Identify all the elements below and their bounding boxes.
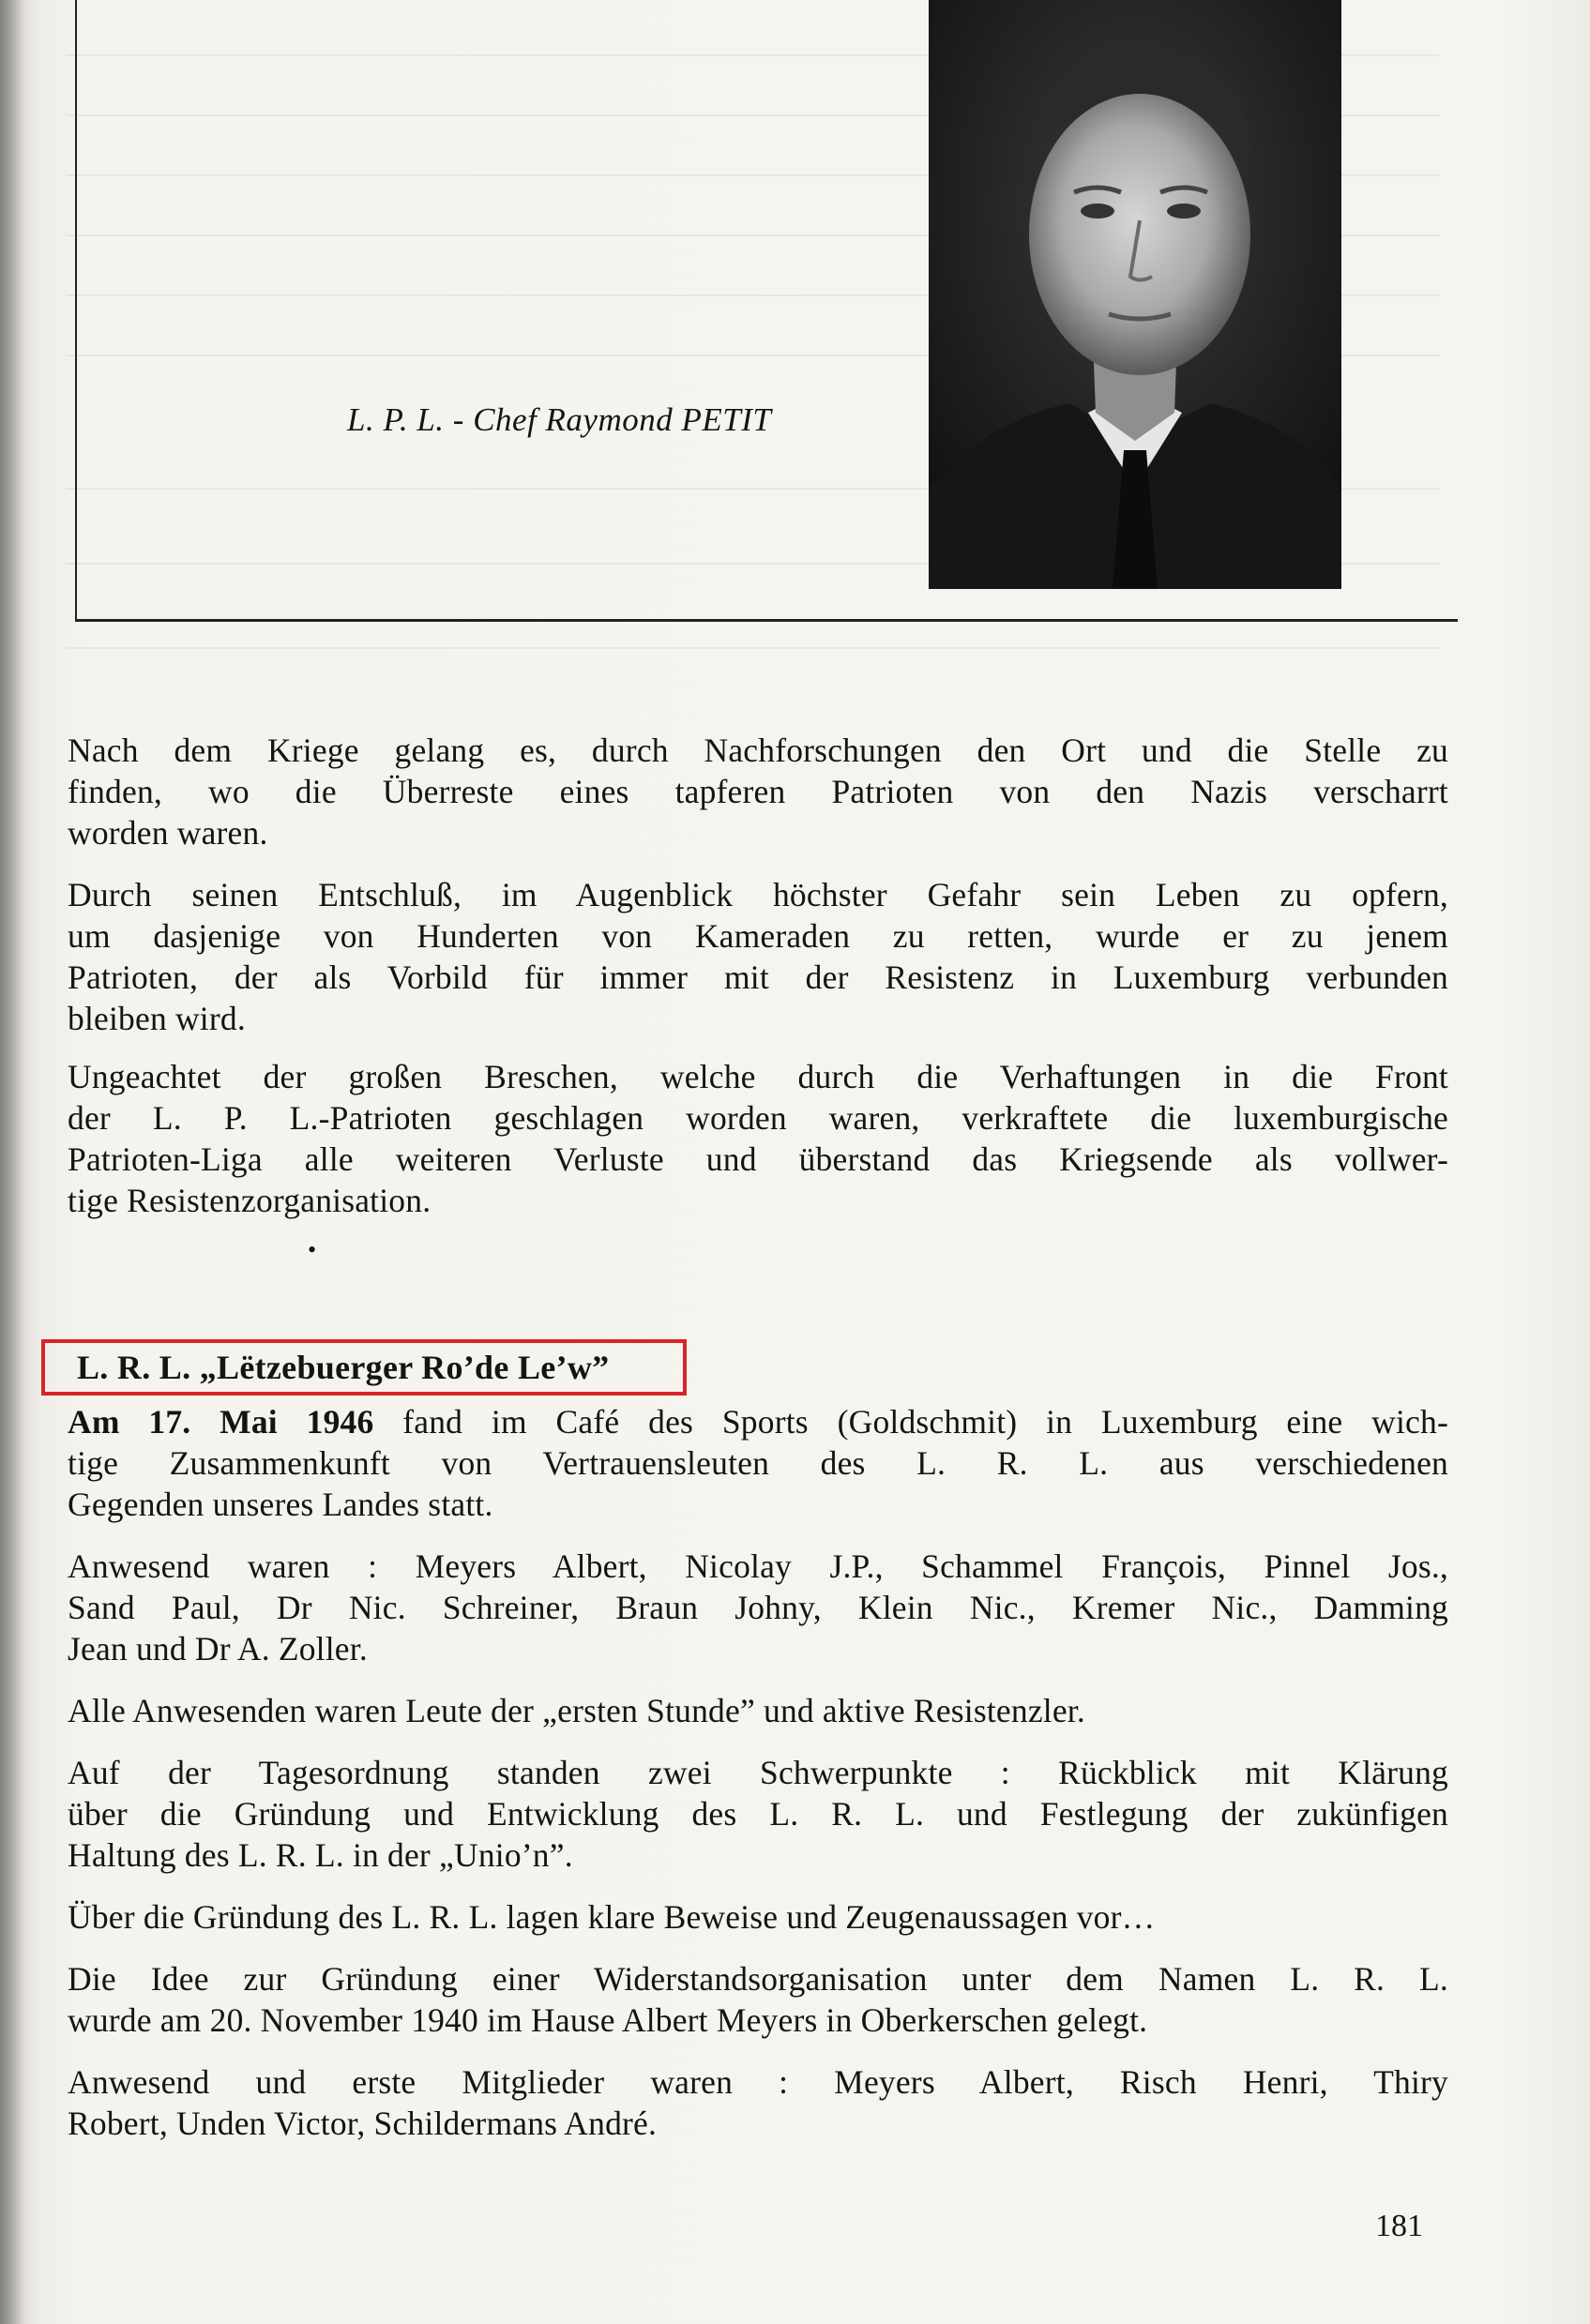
page-number: 181: [1375, 2209, 1423, 2243]
paragraph-3: [68, 1056, 1448, 1221]
text-line: wurde am 20. November 1940 im Hause Albert Meyers in Oberkerschen gelegt.: [68, 2001, 1148, 2039]
text-line: um dasjenige von Hunderten von Kameraden zu retten, wurde er zu jenem: [68, 917, 1448, 955]
text-line: Die Idee zur Gründung einer Widerstandsorganisation unter dem Namen L. R. L.: [68, 1960, 1448, 1998]
text-line: Robert, Unden Victor, Schildermans André.: [68, 2105, 658, 2142]
paragraph-agenda: [68, 1752, 1448, 1876]
paragraph-first-hour: [68, 1690, 1448, 1731]
paragraph-attendees: [68, 1546, 1448, 1669]
text-line: tige Resistenzorganisation.: [68, 1182, 432, 1219]
paragraph-meeting: [68, 1401, 1448, 1525]
text-line: [68, 1401, 1448, 1442]
text-line: Sand Paul, Dr Nic. Schreiner, Braun Johny, Klein Nic., Kremer Nic., Damming: [68, 1589, 1448, 1626]
text-line: Patrioten-Liga alle weiteren Verluste und überstand das Kriegsende als vollwer-: [68, 1140, 1448, 1178]
date-emphasis: Am 17. Mai 1946: [68, 1403, 374, 1441]
stray-mark: •: [308, 1236, 317, 1263]
section-title: L. R. L. „Lëtzebuerger Ro’de Le’w”: [77, 1349, 610, 1386]
bleed-through-line: [66, 647, 1440, 649]
text-line: Nach dem Kriege gelang es, durch Nachforschungen den Ort und die Stelle zu: [68, 732, 1448, 769]
text-line: Ungeachtet der großen Breschen, welche durch die Verhaftungen in die Front: [68, 1058, 1448, 1095]
text-line: worden waren.: [68, 814, 268, 852]
text-fragment: fand im Café des Sports (Goldschmit) in Luxemburg eine wich-: [373, 1403, 1448, 1441]
paragraph-1: [68, 730, 1448, 853]
text-line: Alle Anwesenden waren Leute der „ersten Stunde” und aktive Resistenzler.: [68, 1692, 1085, 1729]
text-line: der L. P. L.-Patrioten geschlagen worden waren, verkraftete die luxemburgische: [68, 1099, 1448, 1137]
paragraph-first-members: [68, 2061, 1448, 2144]
photo-caption: L. P. L. - Chef Raymond PETIT: [347, 401, 772, 438]
paragraph-founding-idea: [68, 1958, 1448, 2041]
text-line: Gegenden unseres Landes statt.: [68, 1486, 493, 1523]
text-line: Durch seinen Entschluß, im Augenblick höchster Gefahr sein Leben zu opfern,: [68, 876, 1448, 913]
text-line: Anwesend und erste Mitglieder waren : Meyers Albert, Risch Henri, Thiry: [68, 2063, 1448, 2101]
text-line: Über die Gründung des L. R. L. lagen klare Beweise und Zeugenaussagen vor…: [68, 1898, 1156, 1936]
portrait-photo: [929, 0, 1341, 589]
text-line: finden, wo die Überreste eines tapferen Patrioten von den Nazis verscharrt: [68, 773, 1448, 810]
paragraph-2: [68, 874, 1448, 1039]
text-line: bleiben wird.: [68, 1000, 246, 1037]
text-line: Patrioten, der als Vorbild für immer mit der Resistenz in Luxemburg verbunden: [68, 958, 1448, 996]
text-line: Auf der Tagesordnung standen zwei Schwerpunkte : Rückblick mit Klärung: [68, 1754, 1448, 1791]
text-line: Jean und Dr A. Zoller.: [68, 1630, 368, 1668]
binding-shadow: [0, 0, 24, 2324]
text-line: tige Zusammenkunft von Vertrauensleuten des L. R. L. aus verschiedenen: [68, 1444, 1448, 1482]
text-line: über die Gründung und Entwicklung des L. R. L. und Festlegung der zukünfigen: [68, 1795, 1448, 1833]
portrait-image: [929, 0, 1341, 589]
section-title-highlight: [41, 1339, 687, 1396]
paragraph-founding-evidence: [68, 1896, 1448, 1938]
text-line: Anwesend waren : Meyers Albert, Nicolay J.P., Schammel François, Pinnel Jos.,: [68, 1547, 1448, 1585]
text-line: Haltung des L. R. L. in der „Unio’n”.: [68, 1836, 573, 1874]
